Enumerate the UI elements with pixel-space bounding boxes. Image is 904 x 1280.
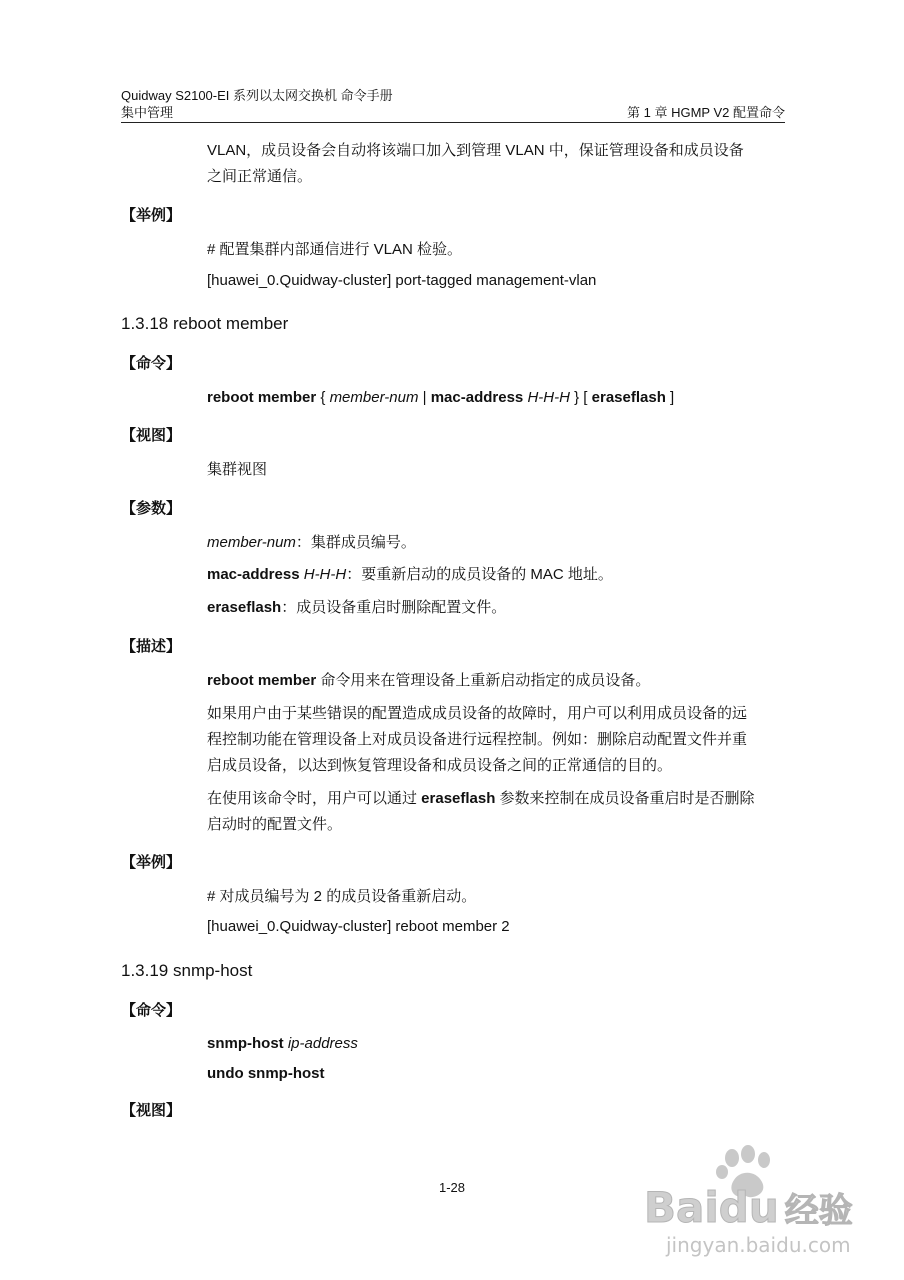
header-doc-title: Quidway S2100-EI 系列以太网交换机 命令手册 xyxy=(121,88,393,103)
keyword: eraseflash xyxy=(207,599,282,616)
param-member-num xyxy=(207,533,416,553)
argument: member-num xyxy=(207,534,296,551)
command-syntax xyxy=(207,388,674,408)
command-syntax xyxy=(207,1034,358,1054)
param-desc: ：要重新启动的成员设备的 MAC 地址。 xyxy=(346,566,613,583)
baidu-jingyan-watermark xyxy=(640,1140,860,1260)
description-line: 启成员设备，以达到恢复管理设备和成员设备之间的正常通信的目的。 xyxy=(207,757,673,774)
example-comment: # 对成员编号为 2 的成员设备重新启动。 xyxy=(207,888,477,905)
keyword: mac-address xyxy=(430,389,524,406)
tag-view: 【视图】 xyxy=(121,1102,182,1119)
description-text: 在使用该命令时，用户可以通过 xyxy=(207,790,422,807)
argument: ip-address xyxy=(287,1035,358,1052)
description-text: 命令用来在管理设备上重新启动指定的成员设备。 xyxy=(316,672,651,689)
syntax-punct: | xyxy=(418,389,431,406)
keyword: reboot member xyxy=(207,389,317,406)
tag-description: 【描述】 xyxy=(121,638,182,655)
page-number: 1-28 xyxy=(438,1180,466,1195)
keyword: undo snmp-host xyxy=(207,1065,325,1082)
param-mac-address xyxy=(207,565,613,585)
description-line: 启动时的配置文件。 xyxy=(207,816,343,833)
example-command: [huawei_0.Quidway-cluster] reboot member 2 xyxy=(207,918,510,935)
param-desc: ：成员设备重启时删除配置文件。 xyxy=(281,599,507,616)
keyword: reboot member xyxy=(207,672,317,689)
watermark-brand: Baidu 经验 xyxy=(644,1183,853,1232)
param-eraseflash xyxy=(207,598,506,618)
example-command: [huawei_0.Quidway-cluster] port-tagged management-vlan xyxy=(207,272,597,289)
syntax-punct: { xyxy=(316,389,330,406)
example-comment: # 配置集群内部通信进行 VLAN 检验。 xyxy=(207,241,463,258)
watermark-url: jingyan.baidu.com xyxy=(666,1233,851,1257)
description-line: 如果用户由于某些错误的配置造成成员设备的故障时，用户可以利用成员设备的远 xyxy=(207,705,748,722)
paragraph-line: VLAN，成员设备会自动将该端口加入到管理 VLAN 中，保证管理设备和成员设备 xyxy=(207,142,744,159)
tag-view: 【视图】 xyxy=(121,427,182,444)
argument: member-num xyxy=(329,389,419,406)
syntax-punct: ] xyxy=(665,389,675,406)
tag-command: 【命令】 xyxy=(121,355,182,372)
argument: H-H-H xyxy=(527,389,570,406)
param-desc: ：集群成员编号。 xyxy=(295,534,416,551)
view-text: 集群视图 xyxy=(207,461,268,478)
tag-example: 【举例】 xyxy=(121,854,182,871)
tag-params: 【参数】 xyxy=(121,500,182,517)
section-heading: 1.3.19 snmp-host xyxy=(121,961,253,980)
description-line xyxy=(207,671,650,691)
tag-example: 【举例】 xyxy=(121,207,182,224)
command-syntax-undo xyxy=(207,1064,324,1084)
syntax-punct: } [ xyxy=(569,389,592,406)
header-rule xyxy=(121,122,785,123)
section-heading: 1.3.18 reboot member xyxy=(121,314,289,333)
description-line: 程控制功能在管理设备上对成员设备进行远程控制。例如：删除启动配置文件并重 xyxy=(207,731,748,748)
keyword: snmp-host xyxy=(207,1035,284,1052)
tag-command: 【命令】 xyxy=(121,1002,182,1019)
keyword: eraseflash xyxy=(591,389,666,406)
description-text: 参数来控制在成员设备重启时是否删除 xyxy=(495,790,755,807)
paragraph-line: 之间正常通信。 xyxy=(207,168,313,185)
keyword: eraseflash xyxy=(421,790,496,807)
description-line xyxy=(207,789,755,809)
header-chapter: 第 1 章 HGMP V2 配置命令 xyxy=(627,105,785,120)
keyword: mac-address xyxy=(207,566,300,583)
header-section: 集中管理 xyxy=(121,105,174,120)
argument: H-H-H xyxy=(299,566,347,583)
